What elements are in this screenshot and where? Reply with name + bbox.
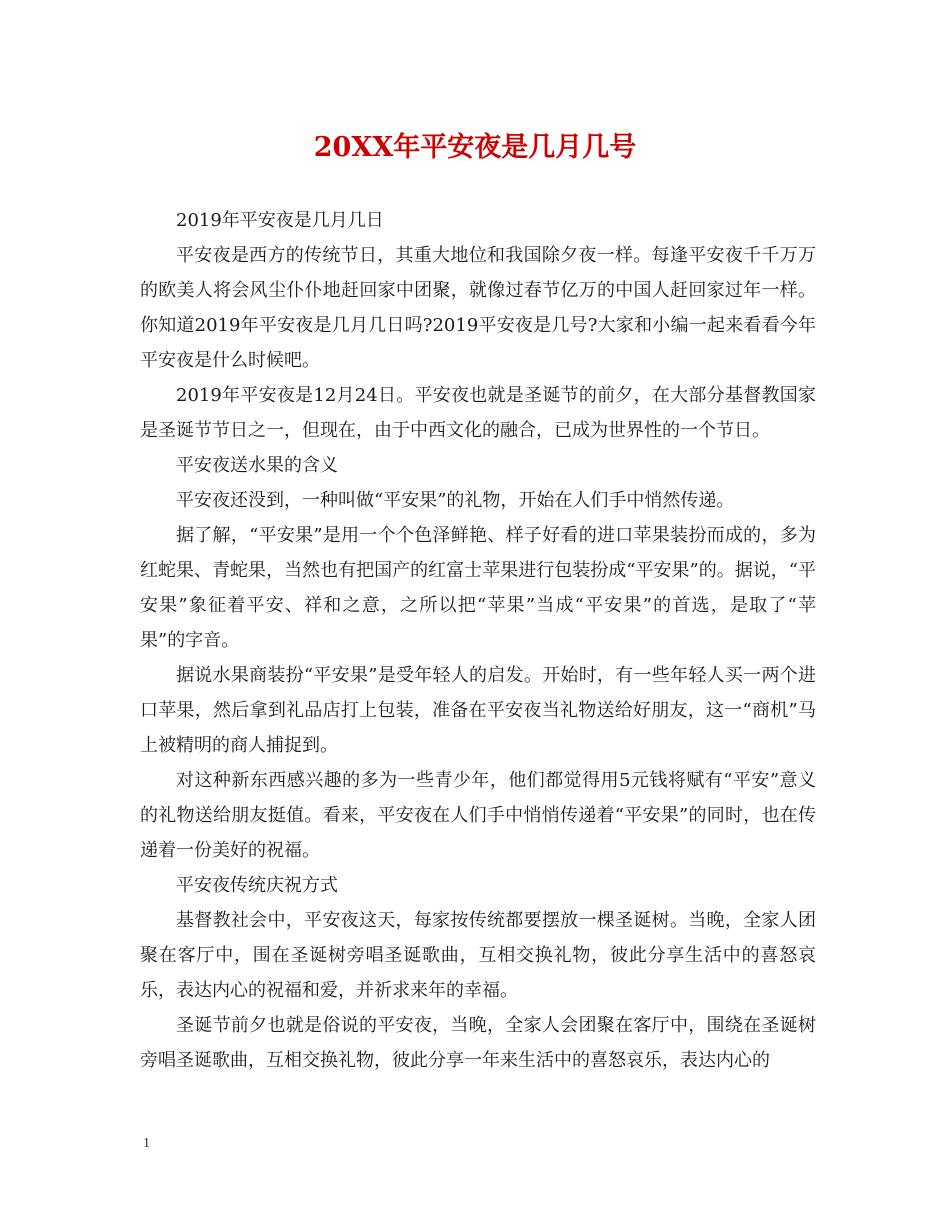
paragraph: 2019年平安夜是几月几日 xyxy=(176,210,384,231)
paragraph: 平安夜传统庆祝方式 xyxy=(176,875,338,896)
paragraph: 基督教社会中，平安夜这天，每家按传统都要摆放一棵圣诞树。当晚，全家人团聚在客厅中，围在圣诞树旁唱圣诞歌曲，互相交换礼物，彼此分享生活中的喜怒哀乐，表达内心的祝福和爱，并祈求来年的幸福。 xyxy=(140,910,816,1001)
paragraph: 对这种新东西感兴趣的多为一些青少年，他们都觉得用5元钱将赋有“平安”意义的礼物送给朋友挺值。看来，平安夜在人们手中悄悄传递着“平安果”的同时，也在传递着一份美好的祝福。 xyxy=(140,770,816,861)
document-body xyxy=(140,203,816,1078)
paragraph: 2019年平安夜是12月24日。平安夜也就是圣诞节的前夕，在大部分基督教国家是圣诞节节日之一，但现在，由于中西文化的融合，已成为世界性的一个节日。 xyxy=(140,385,816,441)
page-number: 1 xyxy=(143,1136,150,1151)
paragraph: 据说水果商装扮“平安果”是受年轻人的启发。开始时，有一些年轻人买一两个进口苹果，然后拿到礼品店打上包装，准备在平安夜当礼物送给好朋友，这一“商机”马上被精明的商人捕捉到。 xyxy=(140,665,816,756)
paragraph: 据了解，“平安果”是用一个个色泽鲜艳、样子好看的进口苹果装扮而成的，多为红蛇果、青蛇果，当然也有把国产的红富士苹果进行包装扮成“平安果”的。据说，“平安果”象征着平安、祥和之意，之所以把“苹果”当成“平安果”的首选，是取了“苹果”的字音。 xyxy=(140,525,816,651)
paragraph: 圣诞节前夕也就是俗说的平安夜，当晚，全家人会团聚在客厅中，围绕在圣诞树旁唱圣诞歌曲，互相交换礼物，彼此分享一年来生活中的喜怒哀乐，表达内心的 xyxy=(140,1015,816,1071)
document-title: 20XX年平安夜是几月几号 xyxy=(313,132,637,163)
paragraph: 平安夜送水果的含义 xyxy=(176,455,338,476)
paragraph: 平安夜还没到，一种叫做“平安果”的礼物，开始在人们手中悄然传递。 xyxy=(176,490,735,511)
paragraph: 平安夜是西方的传统节日，其重大地位和我国除夕夜一样。每逢平安夜千千万万的欧美人将会风尘仆仆地赶回家中团聚，就像过春节亿万的中国人赶回家过年一样。你知道2019年平安夜是几月几日吗?2019平安夜是几号?大家和小编一起来看看今年平安夜是什么时候吧。 xyxy=(140,245,816,371)
